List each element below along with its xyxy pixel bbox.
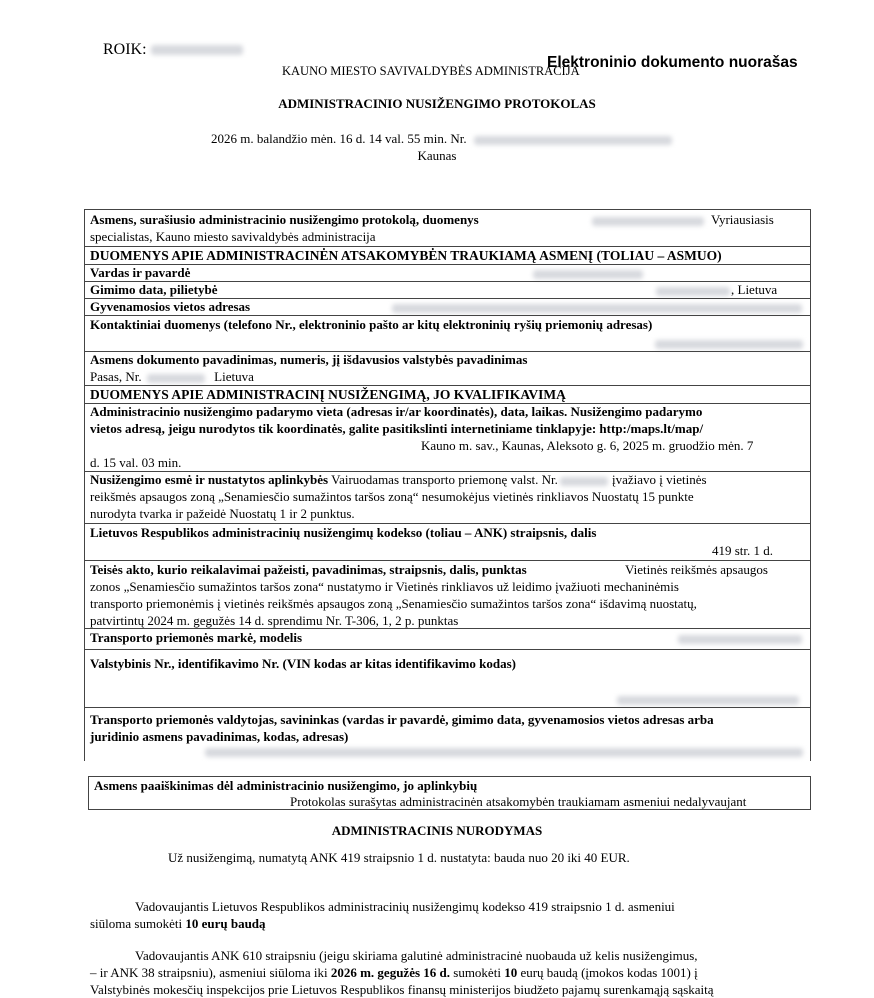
redacted-address: [392, 304, 802, 313]
essence-line3: nurodyta tvarka ir pažeidė Nuostatų 1 ir 2 punktus.: [90, 506, 355, 521]
explanation-value: Protokolas surašytas administracinėn atsakomybėn traukiamam asmeniui nedalyvaujant: [290, 794, 747, 809]
place-label-line2: vietos adresą, jeigu nurodytos tik koordinatės, galite pasitikslinti internetiniame tinklapyje: http:/maps.lt/map/: [90, 421, 704, 436]
redacted-plate: [560, 477, 608, 486]
fine-range-line: Už nusižengimą, numatytą ANK 419 straipsnio 1 d. nustatyta: bauda nuo 20 iki 40 EUR.: [168, 850, 630, 865]
plate-label: Valstybinis Nr., identifikavimo Nr. (VIN kodas ar kitas identifikavimo kodas): [90, 656, 516, 671]
redacted-birth-date: [656, 287, 730, 296]
owner-label-line2: juridinio asmens pavadinimas, kodas, adresas): [90, 729, 349, 744]
law-value-line1: Vietinės reikšmės apsaugos: [625, 562, 768, 577]
redacted-vin: [617, 696, 799, 705]
vehicle-label: Transporto priemonės markė, modelis: [90, 630, 303, 645]
order-paragraph1-line1: Vadovaujantis Lietuvos Respublikos administracinių nusižengimų kodekso 419 straipsnio 1 d. asmeniui: [135, 899, 675, 914]
law-value-line2: zonos „Senamiesčio sumažintos taršos zona“ nustatymo ir Vietinės rinkliavos už leidimo įvažiuoti mechaninėmis: [90, 579, 679, 594]
essence-line1-tail: įvažiavo į vietinės: [612, 472, 707, 487]
author-value-line2: specialistas, Kauno miesto savivaldybės administracija: [90, 229, 376, 244]
ank-value: 419 str. 1 d.: [712, 543, 774, 558]
address-label: Gyvenamosios vietos adresas: [90, 299, 251, 314]
place-label-line1: Administracinio nusižengimo padarymo vieta (adresas ir/ar koordinatės), data, laikas. Nusižengimo padarymo: [90, 404, 703, 419]
organization-name: KAUNO MIESTO SAVIVALDYBĖS ADMINISTRACIJA: [282, 64, 580, 78]
city: Kaunas: [417, 148, 457, 163]
order-paragraph2-line2: – ir ANK 38 straipsniu), asmeniui siūloma iki 2026 m. gegužės 16 d. sumokėti 10 eurų baudą (įmokos kodas 1001) į: [90, 965, 698, 980]
law-value-line4: patvirtintų 2024 m. gegužės 14 d. sprendimu Nr. T-306, 1, 2 p. punktas: [90, 613, 459, 628]
redacted-passport: [147, 374, 205, 383]
redacted-vehicle-model: [678, 635, 802, 644]
author-value: Vyriausiasis: [711, 212, 774, 227]
name-label: Vardas ir pavardė: [90, 265, 191, 280]
redacted-roik: [151, 45, 243, 55]
essence-line1: Nusižengimo esmė ir nustatytos aplinkybės Vairuodamas transporto priemonę valst. Nr.: [90, 472, 558, 487]
explanation-label: Asmens paaiškinimas dėl administracinio nusižengimo, jo aplinkybių: [94, 778, 478, 793]
section-offense-heading: DUOMENYS APIE ADMINISTRACINĮ NUSIŽENGIMĄ, JO KVALIFIKAVIMĄ: [90, 387, 566, 402]
place-value: Kauno m. sav., Kaunas, Aleksoto g. 6, 2025 m. gruodžio mėn. 7: [421, 438, 754, 453]
electronic-copy-badge: Elektroninio dokumento nuorašas: [547, 54, 798, 71]
essence-line2: reikšmės apsaugos zoną „Senamiesčio sumažintos taršos zoną“ nesumokėjus vietinės rinkliavos Nuostatų 15 punkte: [90, 489, 694, 504]
document-value: Pasas, Nr. Lietuva: [90, 369, 254, 384]
citizenship-value: , Lietuva: [731, 282, 778, 297]
redacted-name: [533, 270, 643, 279]
contacts-label: Kontaktiniai duomenys (telefono Nr., elektroninio pašto ar kitų elektroninių ryšių priemonių adresas): [90, 317, 653, 332]
date-line: 2026 m. balandžio mėn. 16 d. 14 val. 55 min. Nr.: [211, 131, 672, 147]
document-label: Asmens dokumento pavadinimas, numeris, jį išdavusios valstybės pavadinimas: [90, 352, 528, 367]
redacted-number: [474, 136, 672, 145]
ank-label: Lietuvos Respublikos administracinių nusižengimų kodekso (toliau – ANK) straipsnis, dalis: [90, 525, 597, 540]
owner-label-line1: Transporto priemonės valdytojas, savininkas (vardas ir pavardė, gimimo data, gyvenamosios vietos adresas arba: [90, 712, 714, 727]
law-label: Teisės akto, kurio reikalavimai pažeisti, pavadinimas, straipsnis, dalis, punktas: [90, 562, 527, 577]
roik-label: ROIK:: [103, 41, 243, 59]
law-value-line3: transporto priemonėmis į vietinės reikšmės apsaugos zoną „Senamiesčio sumažintos taršos zona“ išdavimą nuostatų,: [90, 596, 697, 611]
order-paragraph2-line1: Vadovaujantis ANK 610 straipsniu (jeigu skiriama galutinė administracinė nuobauda už kelis nusižengimus,: [135, 948, 698, 963]
place-value-line2: d. 15 val. 03 min.: [90, 455, 182, 470]
order-title: ADMINISTRACINIS NURODYMAS: [331, 823, 543, 838]
section-person-heading: DUOMENYS APIE ADMINISTRACINĖN ATSAKOMYBĖN TRAUKIAMĄ ASMENĮ (TOLIAU – ASMUO): [90, 248, 722, 263]
redacted-email: [655, 340, 803, 349]
document-title: ADMINISTRACINIO NUSIŽENGIMO PROTOKOLAS: [278, 96, 596, 111]
birth-label: Gimimo data, pilietybė: [90, 282, 218, 297]
order-paragraph2-line3: Valstybinės mokesčių inspekcijos prie Lietuvos Respublikos finansų ministerijos biudžeto pajamų surenkamąją sąskaitą: [90, 982, 714, 997]
order-paragraph1-line2: siūloma sumokėti 10 eurų baudą: [90, 916, 266, 931]
redacted-owner: [205, 748, 803, 757]
author-label: Asmens, surašiusio administracinio nusižengimo protokolą, duomenys: [90, 212, 479, 227]
redacted-author-name: [592, 217, 704, 226]
